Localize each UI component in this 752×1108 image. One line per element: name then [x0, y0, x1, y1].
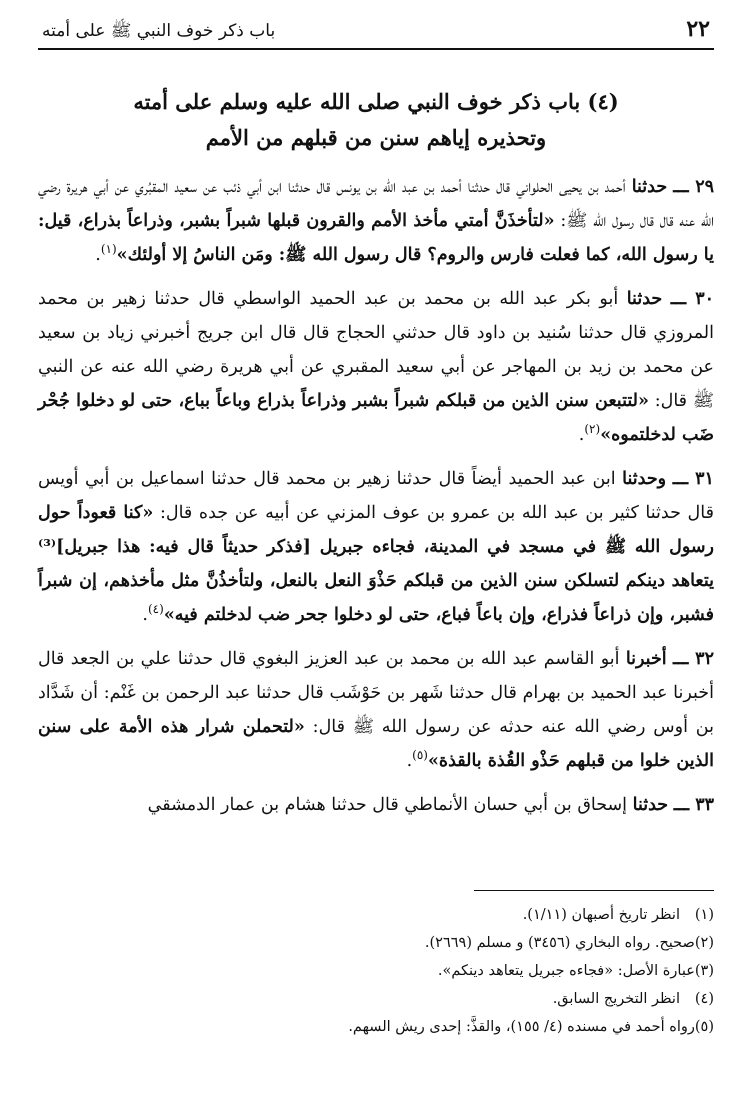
footnote-4 [474, 985, 714, 1013]
footnote-number: (٣) [694, 963, 714, 979]
hadith-number: ٢٩ ـــ [673, 177, 714, 197]
hadith-chain: إسحاق بن أبي حسان الأنماطي قال حدثنا هشام بن عمار الدمشقي [147, 795, 628, 815]
hadith-matn: «لتتبعن سنن الذين من قبلكم شبراً بشبر وذراعاً بذراع وباعاً بباع، حتى لو دخلوا جُحْر ضَب لدخلتموه» [38, 391, 714, 445]
hadith-lead-word: وحدثنا [622, 469, 667, 489]
hadith-number: ٣٣ ـــ [673, 795, 714, 815]
footnote-text: رواه أحمد في مسنده (٤/ ١٥٥)، والقذَّ: إحدى ريش السهم. [348, 1019, 695, 1035]
footnote-ref[interactable]: (٢) [584, 422, 601, 437]
hadith-chain: ابن عبد الحميد أيضاً قال حدثنا زهير بن محمد قال حدثنا اسماعيل بن أبي أويس قال حدثنا كثير بن عبد الله بن عمرو بن عوف المزني عن أبيه عن جده قال: [38, 469, 714, 523]
hadith-32: ٣٢ ـــ أخبرنا أبو القاسم عبد الله بن محمد بن عبد العزيز البغوي قال حدثنا علي بن الجعد قال أخبرنا عبد الحميد بن بهرام قال حدثنا شَهر بن حَوْشَب قال حدثنا عبد الرحمن بن غَنْم: أن شَدَّاد بن أوس رضي الله عنه حدثه عن رسول الله ﷺ قال: «لتحملن شرار هذه الأمة على سنن الذين خلوا من قبلهم حَذْو القُذة بالقذة»$^{(٥)}$. [38, 649, 714, 771]
footnote-3 [437, 957, 714, 985]
chapter-title-line-2: وتحذيره إياهم سنن من قبلهم من الأمم [205, 125, 547, 150]
hadith-lead-word: أخبرنا [625, 649, 667, 669]
footnote-number: (٥) [694, 1019, 714, 1035]
footnote-number: (١) [694, 907, 714, 923]
page-number: ٢٢ [686, 16, 710, 42]
footnote-text: انظر تاريخ أصبهان (١/١١). [522, 907, 680, 923]
footnote-2 [424, 929, 714, 957]
footnote-ref[interactable]: (١) [100, 242, 117, 257]
hadith-chain: أبو القاسم عبد الله بن محمد بن عبد العزيز البغوي قال حدثنا علي بن الجعد قال أخبرنا عبد الحميد بن بهرام قال حدثنا شَهر بن حَوْشَب قال حدثنا عبد الرحمن بن غَنْم: أن شَدَّاد بن أوس رضي الله عنه حدثه عن رسول الله ﷺ قال: [38, 649, 714, 737]
footnote-text: عبارة الأصل: «فجاءه جبريل يتعاهد دينكم». [437, 963, 695, 979]
hadith-chain: أبو بكر عبد الله بن محمد بن عبد الحميد الواسطي قال حدثنا زهير بن محمد المروزي قال حدثنا سُنيد بن داود قال حدثني الحجاج قال قال ابن جريج أخبرني زياد بن سعيد عن محمد بن زيد بن المهاجر عن أبي سعيد المقبري عن أبي هريرة رضي الله عنه عن النبي ﷺ قال: [38, 289, 714, 411]
hadith-33 [38, 788, 714, 822]
footnote-text: انظر التخريج السابق. [552, 991, 680, 1007]
hadith-31: ٣١ ـــ وحدثنا ابن عبد الحميد أيضاً قال حدثنا زهير بن محمد قال حدثنا اسماعيل بن أبي أويس قال حدثنا كثير بن عبد الله بن عمرو بن عوف المزني عن أبيه عن جده قال: «كنا قعوداً حول رسول الله ﷺ في مسجد في المدينة، فجاءه جبريل [فذكر حديثاً قال فيه: هذا جبريل]⁽³⁾ يتعاهد دينكم لتسلكن سنن الذين من قبلكم حَذْوَ النعل بالنعل، ولتأخذُنَّ مثل مأخذهم، إن شبراً فشبر، وإن ذراعاً فذراع، وإن باعاً فباع، حتى لو دخلوا جحر ضب لدخلتم فيه»$^{(٤)}$. [38, 469, 714, 625]
footnote-ref[interactable]: (٥) [412, 748, 428, 763]
footnote-text: صحيح. رواه البخاري (٣٤٥٦) و مسلم (٢٦٦٩). [424, 935, 695, 951]
running-header [38, 14, 714, 50]
hadith-number: ٣١ ـــ [672, 469, 714, 489]
hadith-lead-word: حدثنا [632, 795, 669, 815]
running-title: باب ذكر خوف النبي ﷺ على أمته [42, 21, 276, 41]
hadith-29: ٢٩ ـــ حدثنا أحمد بن يحيى الحلواني قال حدثنا أحمد بن عبد الله بن يونس قال حدثنا ابن أبي ذئب عن سعيد المقبُري عن أبي هريرة رضي الله عنه قال قال رسول الله ﷺ: «لتأخذَنَّ أمتي مأخذ الأمم والقرون قبلها شبراً بشبر، وذراعاً بذراع، قيل: يا رسول الله، كما فعلت فارس والروم؟ قال رسول الله ﷺ: ومَن الناسُ إلا أولئك»$^{(١)}$. [38, 177, 714, 265]
hadith-matn: «كنا قعوداً حول رسول الله ﷺ في مسجد في المدينة، فجاءه جبريل [فذكر حديثاً قال فيه: هذا جبريل]⁽³⁾ يتعاهد دينكم لتسلكن سنن الذين من قبلكم حَذْوَ النعل بالنعل، ولتأخذُنَّ مثل مأخذهم، إن شبراً فشبر، وإن ذراعاً فذراع، وإن باعاً فباع، حتى لو دخلوا جحر ضب لدخلتم فيه» [38, 503, 714, 625]
footnote-ref[interactable]: (٤) [147, 602, 164, 617]
footnote-5 [348, 1013, 714, 1041]
hadith-matn: «لتحملن شرار هذه الأمة على سنن الذين خلوا من قبلهم حَذْو القُذة بالقذة» [38, 717, 714, 771]
hadith-30: ٣٠ ـــ حدثنا أبو بكر عبد الله بن محمد بن عبد الحميد الواسطي قال حدثنا زهير بن محمد المروزي قال حدثنا سُنيد بن داود قال حدثني الحجاج قال قال ابن جريج أخبرني زياد بن سعيد عن محمد بن زيد بن المهاجر عن أبي سعيد المقبري عن أبي هريرة رضي الله عنه عن النبي ﷺ قال: «لتتبعن سنن الذين من قبلكم شبراً بشبر وذراعاً بذراع وباعاً بباع، حتى لو دخلوا جُحْر ضَب لدخلتموه»$^{(٢)}$. [38, 289, 714, 445]
hadith-lead-word: حدثنا [626, 289, 663, 309]
hadith-chain: أحمد بن يحيى الحلواني قال حدثنا أحمد بن عبد الله بن يونس قال حدثنا ابن أبي ذئب عن سعيد المقبُري عن أبي هريرة رضي الله عنه قال قال رسول الله ﷺ: [38, 177, 714, 231]
chapter-title [38, 84, 714, 156]
hadith-number: ٣٢ ـــ [672, 649, 714, 669]
footnotes [348, 890, 714, 1041]
footnote-number: (٤) [694, 991, 714, 1007]
book-page [38, 14, 714, 1088]
hadith-matn: «لتأخذَنَّ أمتي مأخذ الأمم والقرون قبلها شبراً بشبر، وذراعاً بذراع، قيل: يا رسول الله، كما فعلت فارس والروم؟ قال رسول الله ﷺ: ومَن الناسُ إلا أولئك» [38, 211, 714, 265]
chapter-title-line-1: (٤) باب ذكر خوف النبي صلى الله عليه وسلم على أمته [133, 89, 619, 114]
footnote-1 [474, 901, 714, 929]
hadith-number: ٣٠ ـــ [670, 289, 714, 309]
footnote-number: (٢) [694, 935, 714, 951]
hadith-lead-word: حدثنا [631, 177, 668, 197]
